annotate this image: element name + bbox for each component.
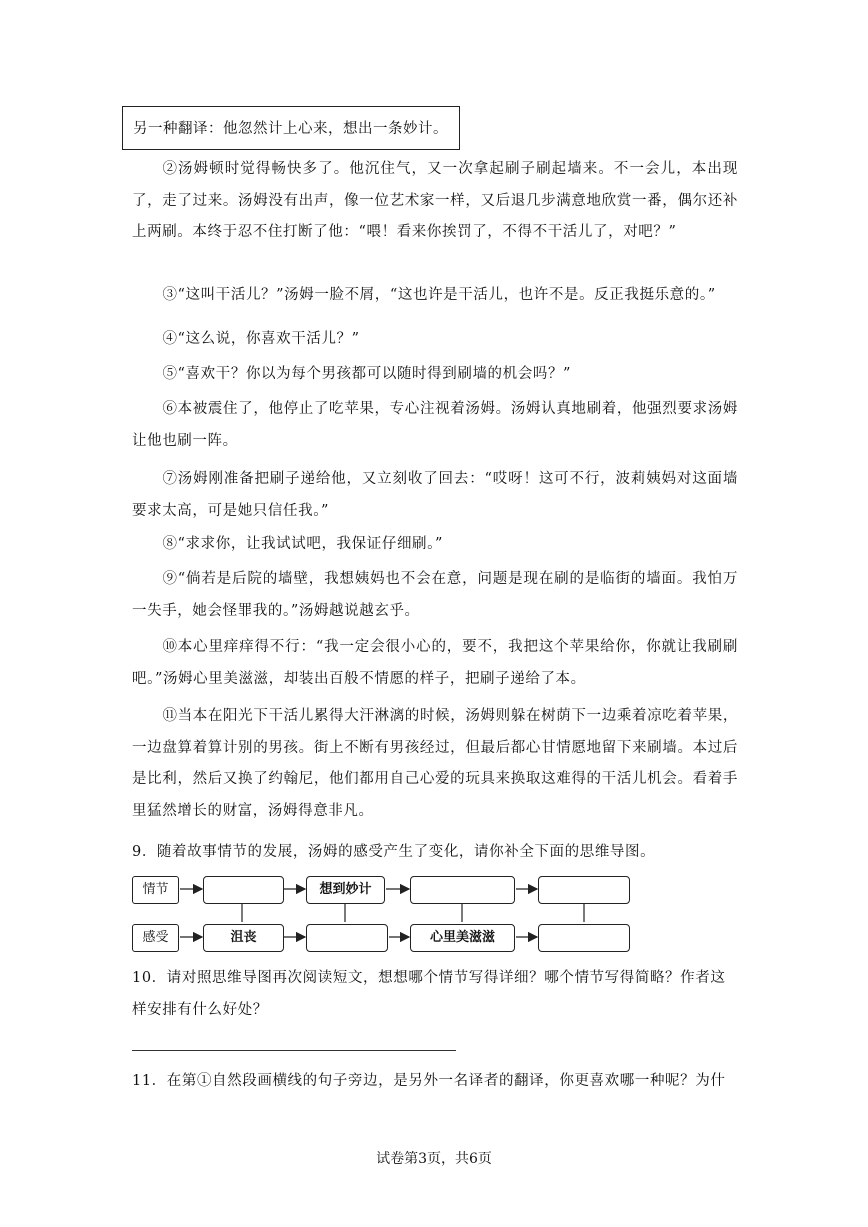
mindmap-plot-box-3 — [410, 876, 515, 904]
paragraph-4: ④“这么说，你喜欢干活儿？” — [162, 331, 360, 347]
paragraph-7: ⑦汤姆刚准备把刷子递给他，又立刻收了回去：“哎呀！这可不行，波莉姨妈对这面墙要求太高，可是她只信任我。” — [132, 471, 738, 519]
paragraph-11: ⑪当本在阳光下干活儿累得大汗淋漓的时候，汤姆则躲在树荫下一边乘着凉吃着苹果，一边盘算着算计别的男孩。街上不断有男孩经过，但最后都心甘情愿地留下来刷墙。本过后是比利，然后又换了约翰尼，他们都用自己心爱的玩具来换取这难得的干活儿机会。看着手里猛然增长的财富，汤姆得意非凡。 — [132, 708, 738, 819]
answer-line — [132, 1050, 456, 1051]
paragraph-3: ③“这叫干活儿？”汤姆一脸不屑，“这也许是干活儿，也许不是。反正我挺乐意的。” — [162, 287, 716, 303]
paragraph-5: ⑤“喜欢干？你以为每个男孩都可以随时得到刷墙的机会吗？” — [162, 366, 572, 382]
mindmap-plot-box-1 — [203, 876, 284, 904]
paragraph-8: ⑧“求求你，让我试试吧，我保证仔细刷。” — [162, 536, 444, 552]
mindmap-feeling-box-2 — [306, 924, 388, 952]
page-footer: 试卷第3页，共6页 — [376, 1151, 492, 1167]
question-9: 9．随着故事情节的发展，汤姆的感受产生了变化，请你补全下面的思维导图。 — [132, 844, 656, 860]
alternate-translation-box: 另一种翻译：他忽然计上心来，想出一条妙计。 — [122, 106, 460, 150]
question-11: 11．在第①自然段画横线的句子旁边，是另外一名译者的翻译，你更喜欢哪一种呢？为什 — [132, 1073, 726, 1089]
mindmap-plot-box-4 — [538, 876, 630, 904]
mindmap-feeling-box-4 — [538, 924, 630, 952]
mindmap-plot-label: 情节 — [132, 876, 179, 904]
paragraph-9: ⑨“倘若是后院的墙壁，我想姨妈也不会在意，问题是现在刷的是临街的墙面。我怕万一失手，她会怪罪我的。”汤姆越说越玄乎。 — [132, 571, 738, 619]
paragraph-6: ⑥本被震住了，他停止了吃苹果，专心注视着汤姆。汤姆认真地刷着，他强烈要求汤姆让他也刷一阵。 — [132, 401, 738, 449]
mindmap-plot-box-2: 想到妙计 — [306, 876, 385, 904]
paragraph-10: ⑩本心里痒痒得不行：“我一定会很小心的，要不，我把这个苹果给你，你就让我刷刷吧。”汤姆心里美滋滋，却装出百般不情愿的样子，把刷子递给了本。 — [132, 639, 738, 687]
question-10: 10．请对照思维导图再次阅读短文，想想哪个情节写得详细？哪个情节写得简略？作者这样安排有什么好处？ — [132, 970, 726, 1018]
paragraph-2: ②汤姆顿时觉得畅快多了。他沉住气，又一次拿起刷子刷起墙来。不一会儿，本出现了，走了过来。汤姆没有出声，像一位艺术家一样，又后退几步满意地欣赏一番，偶尔还补上两刷。本终于忍不住打断了他：“喂！看来你挨罚了，不得不干活儿了，对吧？” — [132, 161, 738, 240]
mindmap-feeling-label: 感受 — [132, 924, 179, 952]
mindmap-feeling-box-1: 沮丧 — [203, 924, 284, 952]
mindmap-feeling-box-3: 心里美滋滋 — [410, 924, 515, 952]
